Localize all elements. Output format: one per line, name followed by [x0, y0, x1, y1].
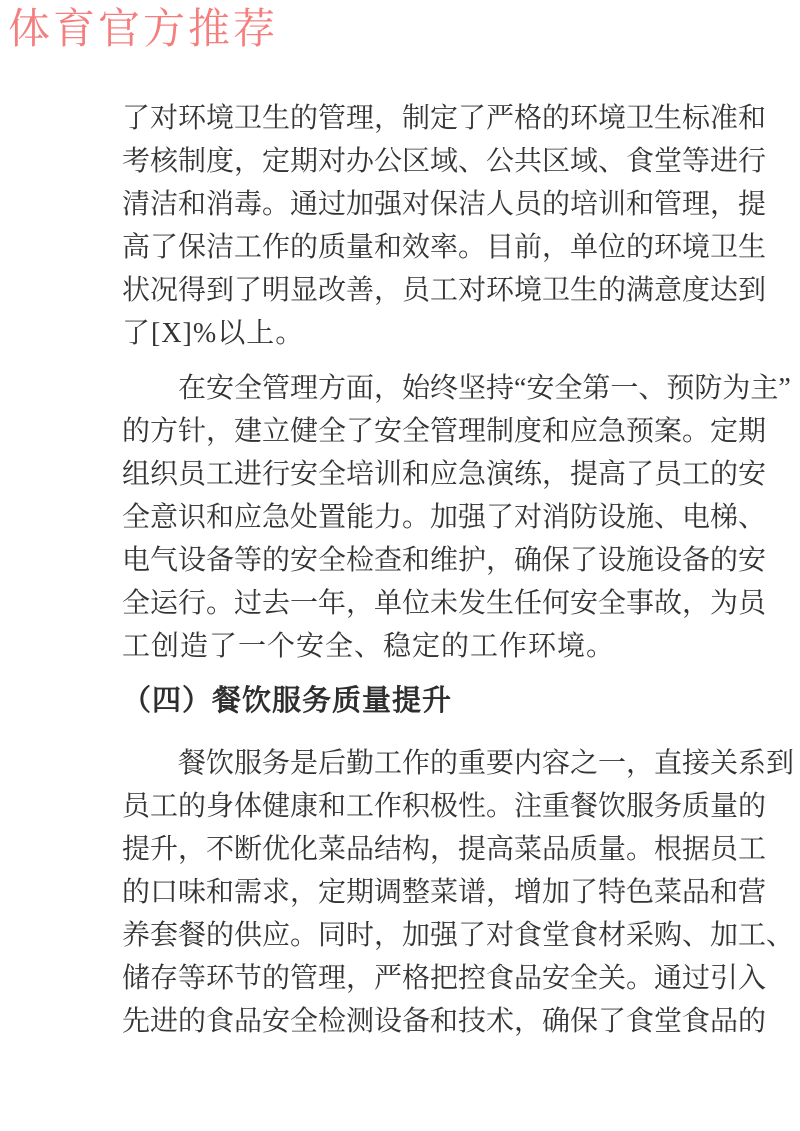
- text-line: 组织员工进行安全培训和应急演练，提高了员工的安: [122, 459, 767, 490]
- text-line: 养套餐的供应。同时，加强了对食堂食材采购、加工、: [122, 920, 795, 951]
- text-line: 在安全管理方面，始终坚持“安全第一、预防为主”: [178, 373, 791, 404]
- section-heading-catering-service: （四）餐饮服务质量提升: [122, 685, 453, 717]
- paragraph-environment-hygiene: [122, 97, 767, 355]
- text-line: 了对环境卫生的管理，制定了严格的环境卫生标准和: [122, 103, 767, 134]
- text-line: 全运行。过去一年，单位未发生任何安全事故，为员: [122, 588, 767, 619]
- text-line: 的方针，建立健全了安全管理制度和应急预案。定期: [122, 416, 767, 447]
- text-line: 先进的食品安全检测设备和技术，确保了食堂食品的: [122, 1006, 767, 1037]
- text-line: 了[X]%以上。: [122, 318, 305, 349]
- text-line: 电气设备等的安全检查和维护，确保了设施设备的安: [122, 545, 767, 576]
- text-line: 餐饮服务是后勤工作的重要内容之一，直接关系到: [178, 748, 795, 779]
- text-line: 高了保洁工作的质量和效率。目前，单位的环境卫生: [122, 232, 767, 263]
- paragraph-safety-management: [122, 367, 791, 668]
- text-line: 储存等环节的管理，严格把控食品安全关。通过引入: [122, 963, 767, 994]
- text-line: 状况得到了明显改善，员工对环境卫生的满意度达到: [122, 275, 767, 306]
- text-line: 的口味和需求，定期调整菜谱，增加了特色菜品和营: [122, 877, 767, 908]
- document-body: [122, 97, 795, 1055]
- paragraph-catering-service: [122, 742, 795, 1043]
- promo-watermark: 体育官方推荐: [8, 7, 279, 53]
- text-line: 工创造了一个安全、稳定的工作环境。: [122, 631, 616, 662]
- text-line: 全意识和应急处置能力。加强了对消防设施、电梯、: [122, 502, 767, 533]
- text-line: 清洁和消毒。通过加强对保洁人员的培训和管理，提: [122, 189, 767, 220]
- text-line: 提升，不断优化菜品结构，提高菜品质量。根据员工: [122, 834, 767, 865]
- text-line: 考核制度，定期对办公区域、公共区域、食堂等进行: [122, 146, 767, 177]
- text-line: 员工的身体健康和工作积极性。注重餐饮服务质量的: [122, 791, 767, 822]
